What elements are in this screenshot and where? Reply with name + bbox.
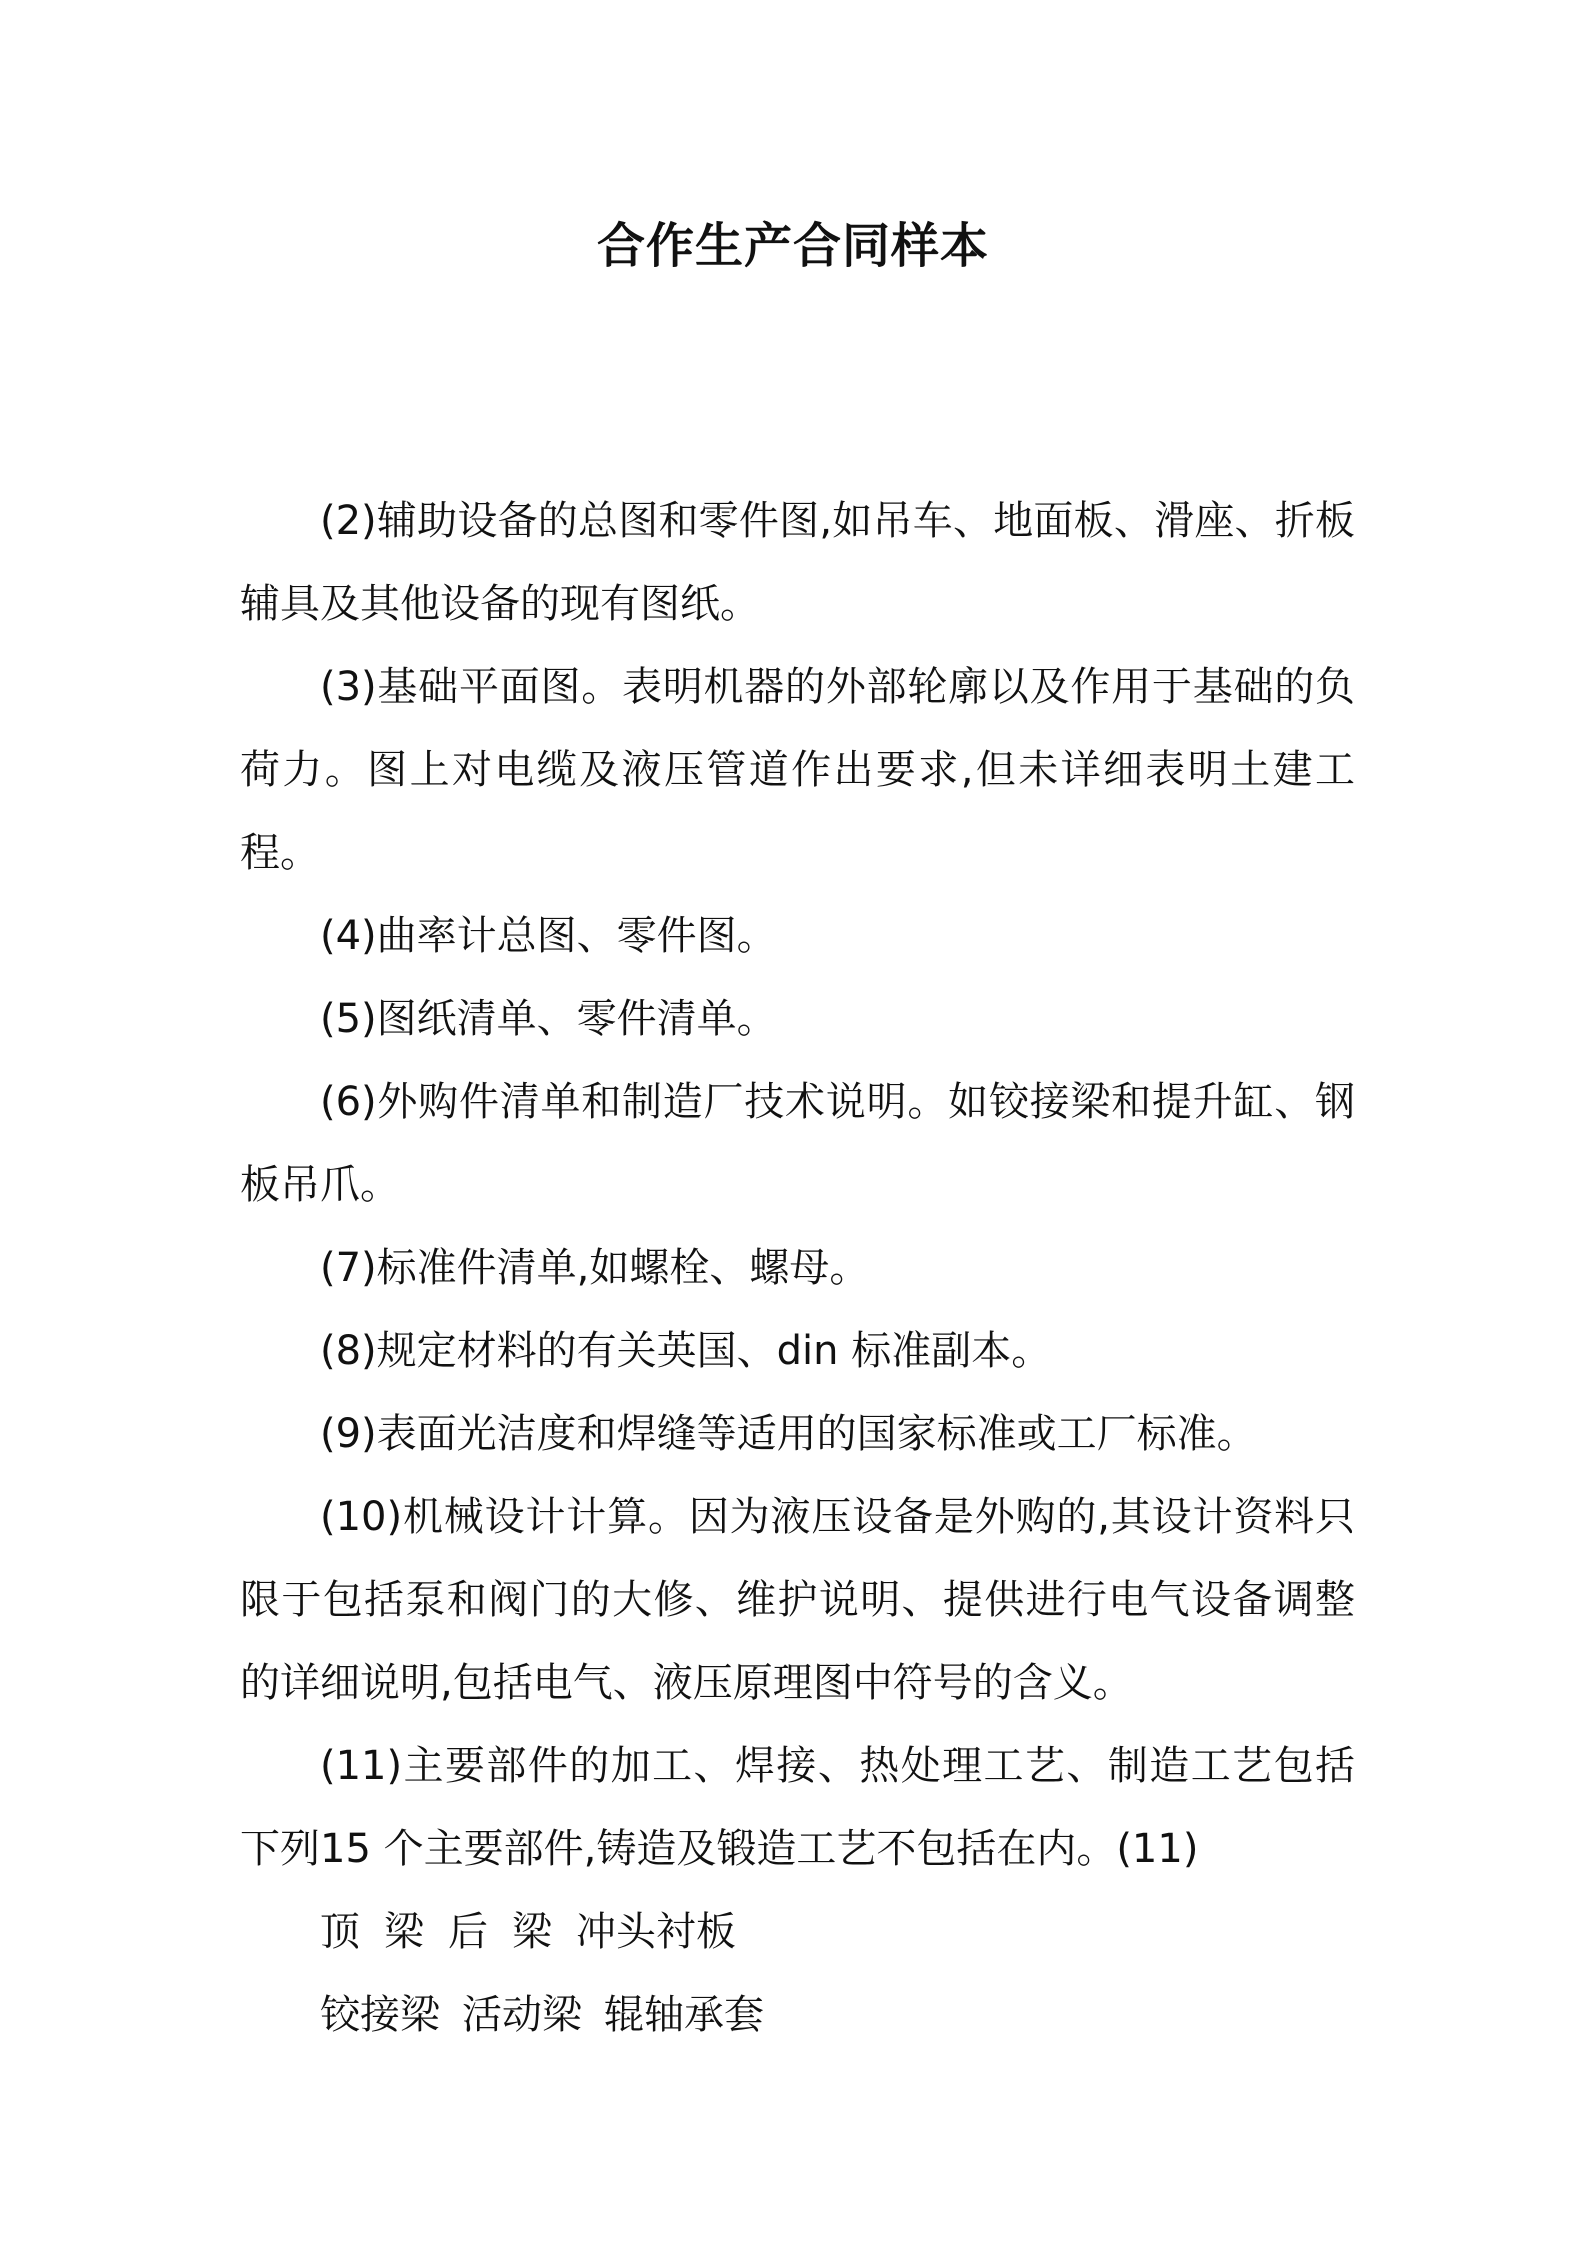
part-item: 辊轴承套 bbox=[604, 1992, 764, 2038]
paragraph-8: (8)规定材料的有关英国、din 标准副本。 bbox=[320, 1328, 1052, 1374]
part-item: 梁 bbox=[512, 1909, 552, 1955]
part-item: 冲头衬板 bbox=[576, 1909, 736, 1955]
parts-row-2 bbox=[240, 1974, 1355, 2057]
part-item: 活动梁 bbox=[462, 1992, 582, 2038]
paragraph-6: (6)外购件清单和制造厂技术说明。如铰接梁和提升缸、钢板吊爪。 bbox=[240, 1079, 1355, 1208]
paragraph-4: (4)曲率计总图、零件图。 bbox=[320, 913, 777, 959]
paragraph-9: (9)表面光洁度和焊缝等适用的国家标准或工厂标准。 bbox=[320, 1411, 1257, 1457]
paragraph-2: (2)辅助设备的总图和零件图,如吊车、地面板、滑座、折板辅具及其他设备的现有图纸。 bbox=[240, 498, 1355, 627]
document-body bbox=[240, 480, 1355, 2057]
paragraph-10: (10)机械设计计算。因为液压设备是外购的,其设计资料只限于包括泵和阀门的大修、维护说明、提供进行电气设备调整的详细说明,包括电气、液压原理图中符号的含义。 bbox=[240, 1494, 1355, 1706]
paragraph-3: (3)基础平面图。表明机器的外部轮廓以及作用于基础的负荷力。图上对电缆及液压管道作出要求,但未详细表明土建工程。 bbox=[240, 664, 1355, 876]
part-item: 顶 bbox=[320, 1909, 360, 1955]
paragraph-7: (7)标准件清单,如螺栓、螺母。 bbox=[320, 1245, 870, 1291]
paragraph-11: (11)主要部件的加工、焊接、热处理工艺、制造工艺包括下列15 个主要部件,铸造及锻造工艺不包括在内。(11) bbox=[240, 1743, 1355, 1872]
document-title: 合作生产合同样本 bbox=[596, 218, 989, 274]
part-item: 后 bbox=[448, 1909, 488, 1955]
part-item: 铰接梁 bbox=[320, 1992, 440, 2038]
part-item: 梁 bbox=[384, 1909, 424, 1955]
paragraph-5: (5)图纸清单、零件清单。 bbox=[320, 996, 777, 1042]
parts-row-1 bbox=[240, 1891, 1355, 1974]
